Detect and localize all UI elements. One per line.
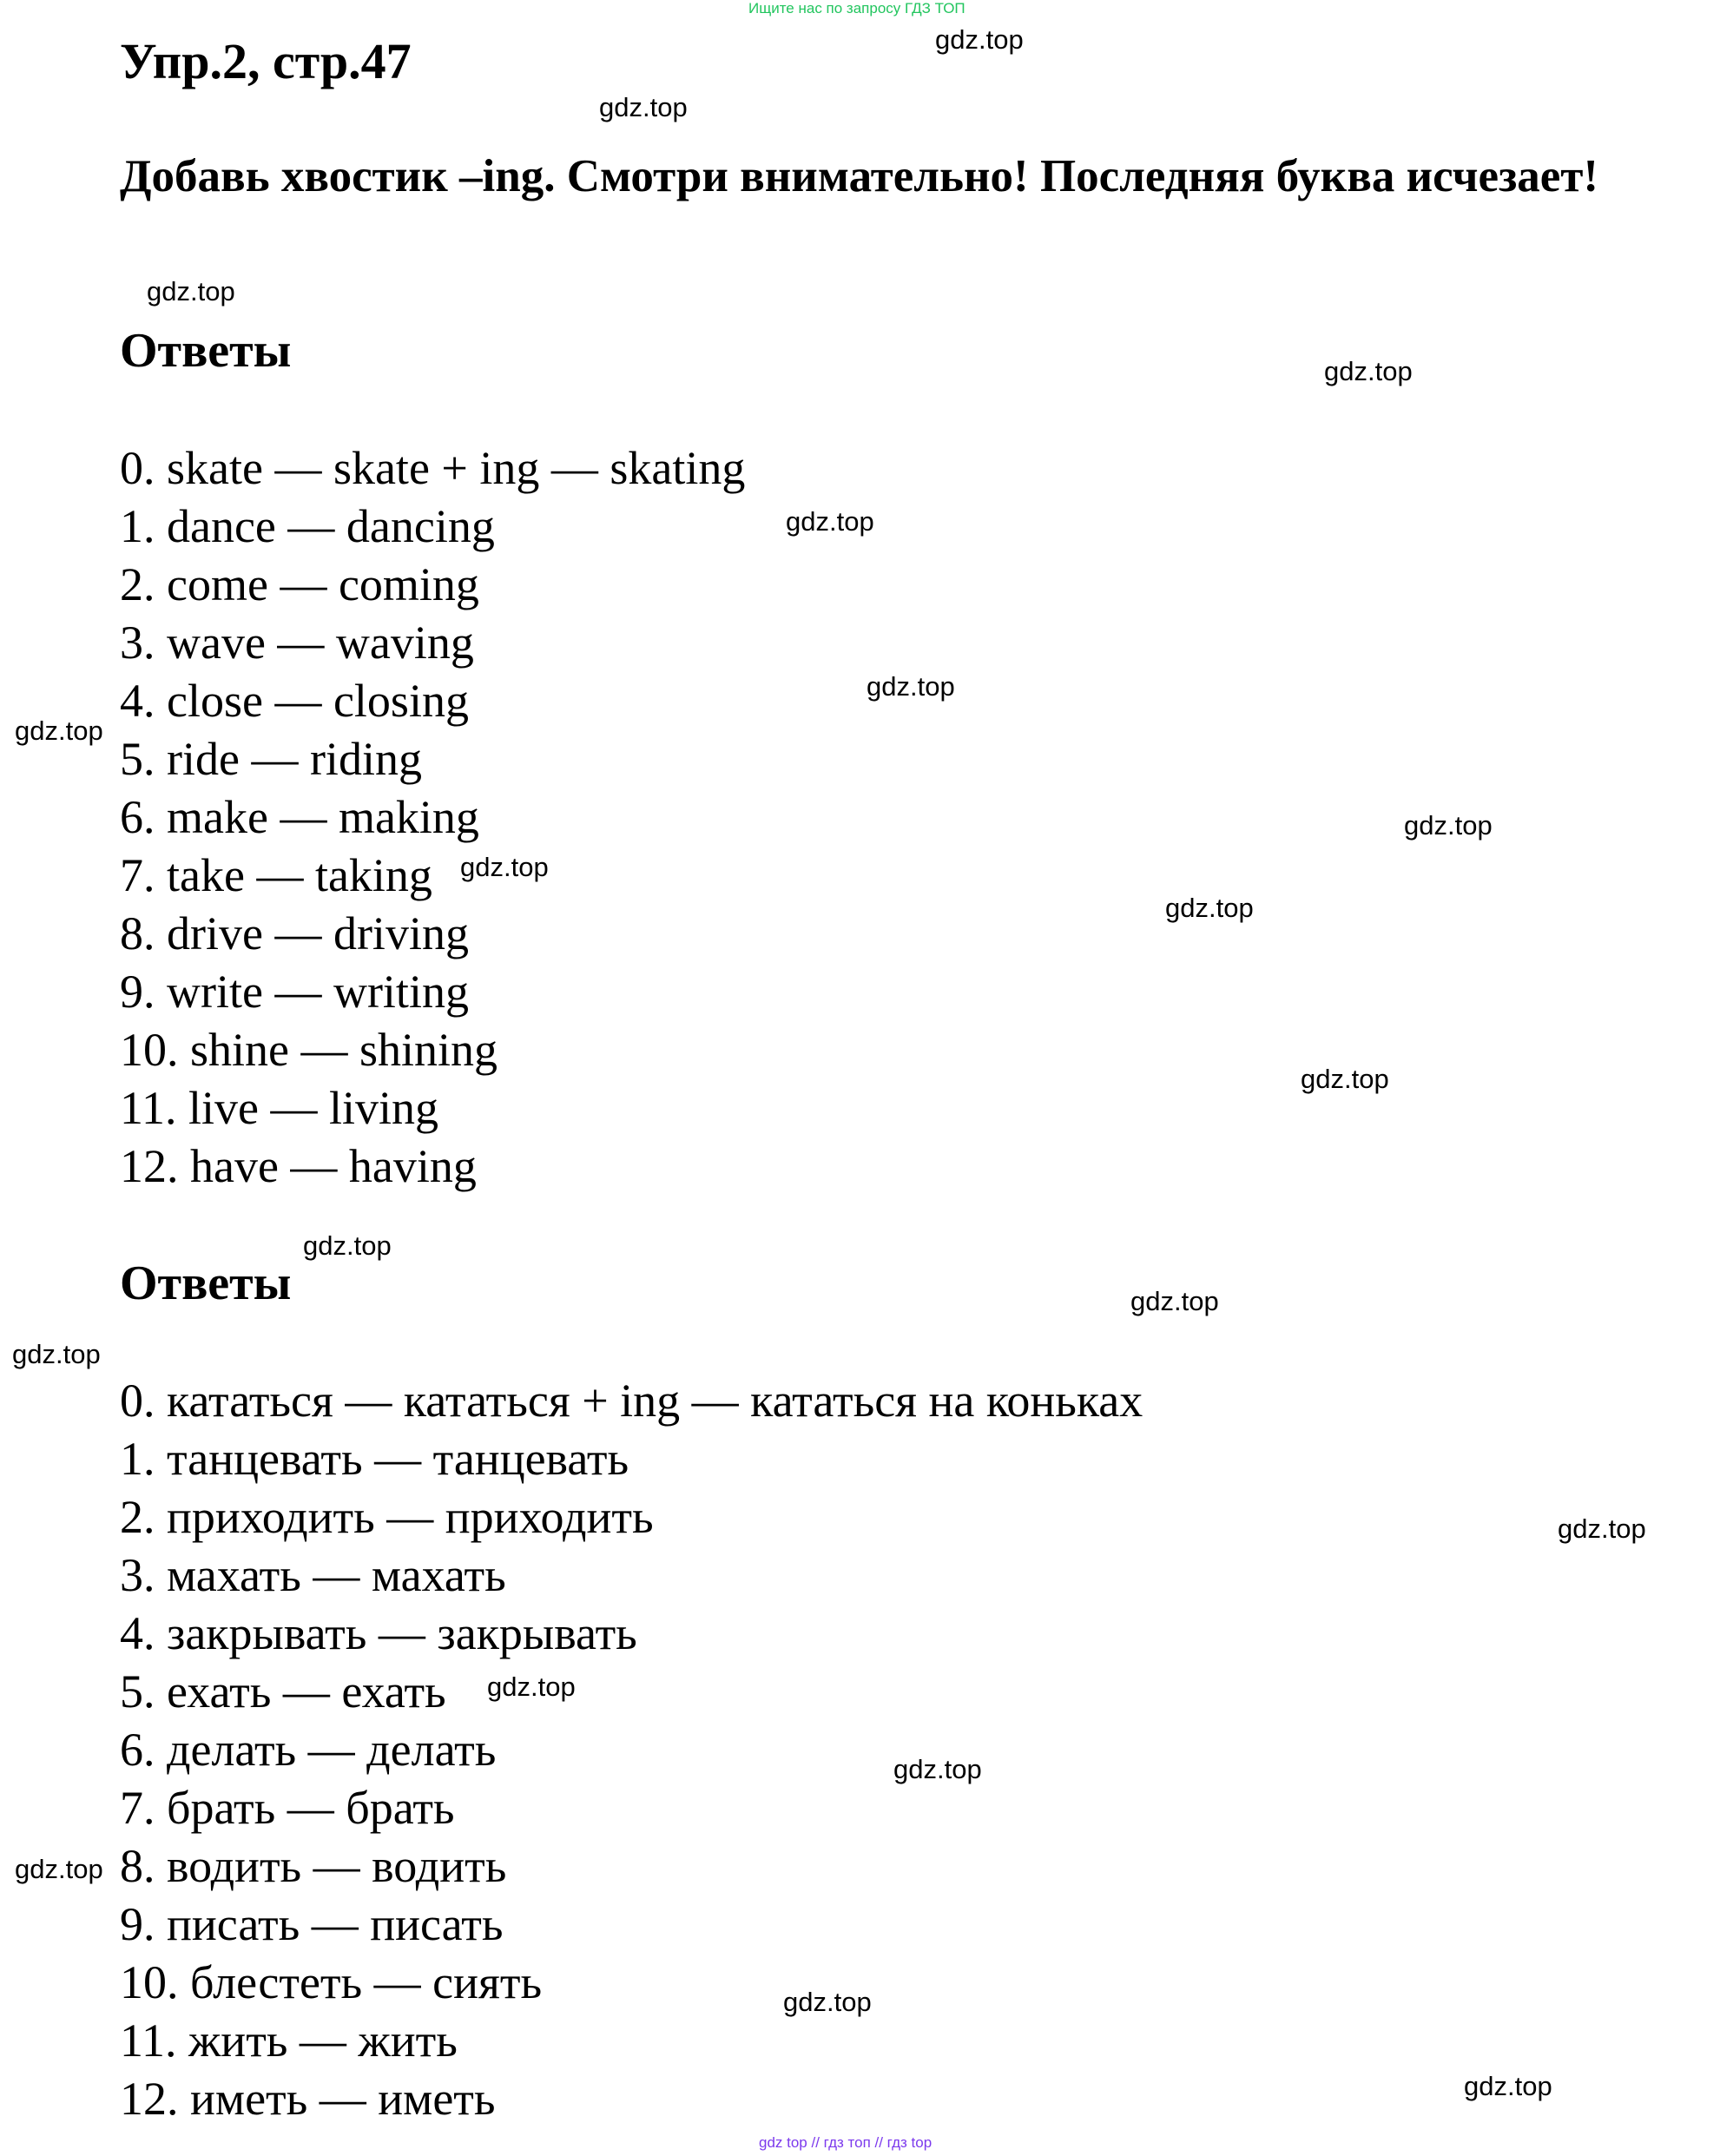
watermark: gdz.top (303, 1230, 392, 1261)
watermark: gdz.top (783, 1987, 872, 2017)
russian-answers-list (120, 1372, 1143, 2128)
watermark: gdz.top (1301, 1064, 1389, 1094)
watermark: gdz.top (12, 1339, 101, 1369)
list-item: 4. закрывать — закрывать (120, 1607, 637, 1659)
watermark: gdz.top (867, 671, 955, 702)
list-item: 12. have — having (120, 1140, 477, 1192)
header-banner: Ищите нас по запросу ГДЗ ТОП (748, 0, 965, 16)
answers-heading-english: Ответы (120, 324, 292, 378)
watermark: gdz.top (147, 276, 235, 307)
list-item: 6. делать — делать (120, 1724, 497, 1776)
list-item: 10. shine — shining (120, 1024, 498, 1076)
watermark: gdz.top (1165, 893, 1254, 923)
watermark: gdz.top (893, 1754, 982, 1784)
watermark: gdz.top (15, 1854, 103, 1884)
answers-heading-russian: Ответы (120, 1256, 292, 1310)
watermark: gdz.top (1324, 356, 1413, 386)
task-instruction (16, 148, 1707, 206)
list-item: 8. drive — driving (120, 907, 469, 959)
list-item: 5. ехать — ехать (120, 1665, 446, 1718)
list-item: 11. live — living (120, 1082, 438, 1134)
list-item: 10. блестеть — сиять (120, 1956, 543, 2008)
watermark: gdz.top (487, 1671, 576, 1702)
list-item: 4. close — closing (120, 675, 469, 727)
watermark: gdz.top (1404, 810, 1493, 841)
task-instruction-text: Добавь хвостик –ing. Смотри внимательно! Последняя буква исчезает! (120, 151, 1599, 201)
watermark: gdz.top (599, 92, 688, 122)
list-item: 8. водить — водить (120, 1840, 507, 1892)
watermark: gdz.top (1558, 1513, 1646, 1544)
list-item: 5. ride — riding (120, 733, 422, 785)
list-item: 0. skate — skate + ing — skating (120, 442, 746, 494)
list-item: 12. иметь — иметь (120, 2073, 496, 2125)
list-item: 7. take — taking (120, 849, 432, 901)
list-item: 11. жить — жить (120, 2014, 458, 2067)
list-item: 3. махать — махать (120, 1549, 506, 1601)
watermark: gdz.top (935, 24, 1024, 55)
english-answers-list (120, 439, 745, 1196)
watermark: gdz.top (786, 506, 874, 537)
list-item: 6. make — making (120, 791, 479, 843)
list-item: 2. come — coming (120, 558, 479, 610)
list-item: 1. dance — dancing (120, 500, 495, 552)
page-title: Упр.2, стр.47 (120, 33, 412, 89)
footer-links: gdz top // гдз топ // гдз top (759, 2134, 932, 2151)
watermark: gdz.top (1130, 1286, 1219, 1316)
list-item: 1. танцевать — танцевать (120, 1433, 629, 1485)
list-item: 2. приходить — приходить (120, 1491, 654, 1543)
list-item: 7. брать — брать (120, 1782, 455, 1834)
list-item: 9. write — writing (120, 966, 469, 1018)
list-item: 9. писать — писать (120, 1898, 504, 1950)
watermark: gdz.top (460, 852, 549, 882)
list-item: 3. wave — waving (120, 616, 474, 669)
list-item: 0. кататься — кататься + ing — кататься на коньках (120, 1375, 1143, 1427)
watermark: gdz.top (1464, 2071, 1552, 2101)
watermark: gdz.top (15, 715, 103, 746)
